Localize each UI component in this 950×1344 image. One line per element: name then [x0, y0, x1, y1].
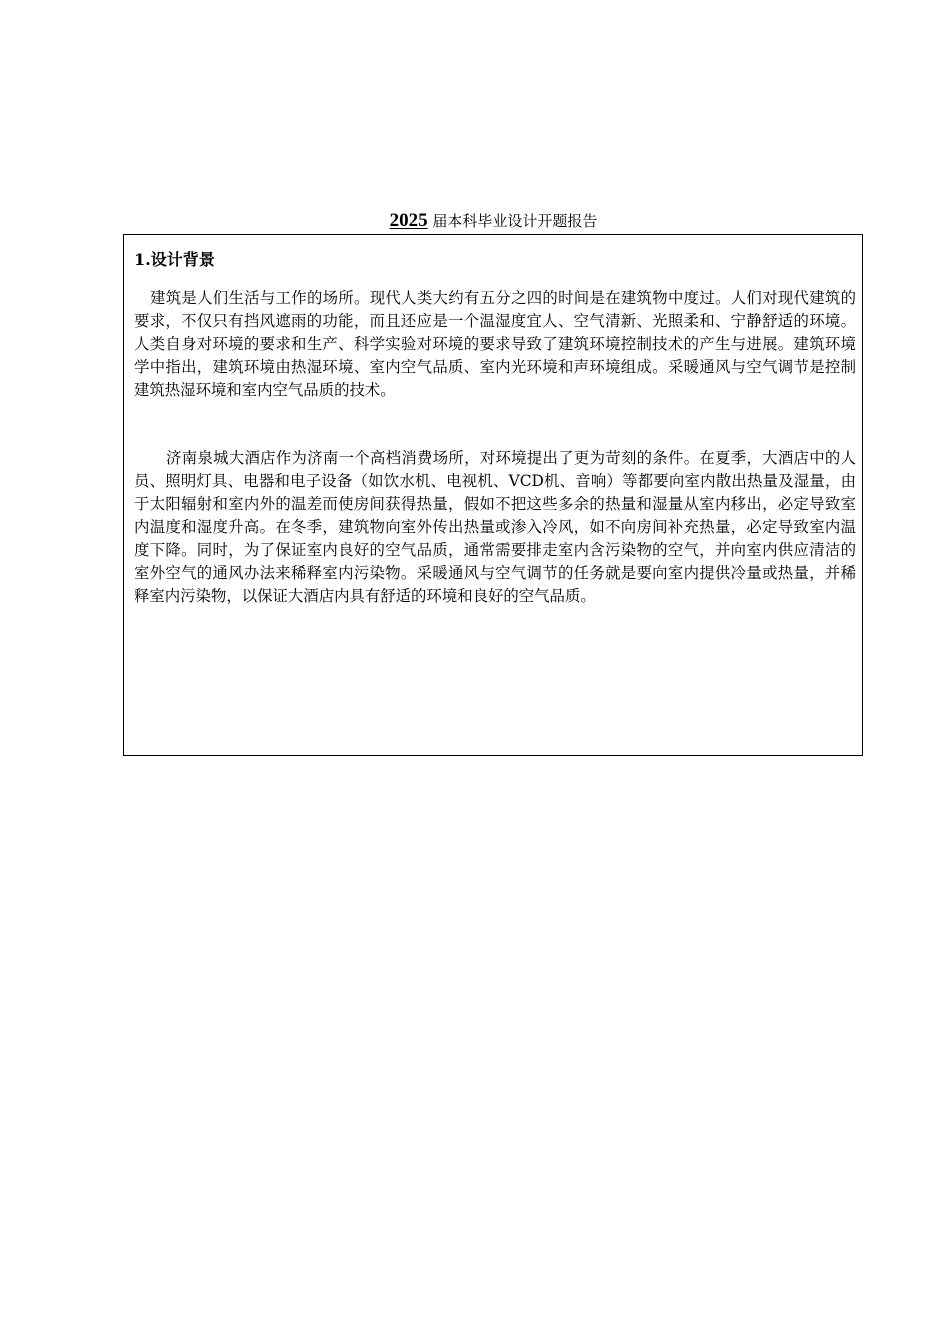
paragraph-2: 济南泉城大酒店作为济南一个高档消费场所，对环境提出了更为苛刻的条件。在夏季，大酒店中的人员、照明灯具、电器和电子设备（如饮水机、电视机、VCD机、音响）等都要向室内散出热量及湿量，由于太阳辐射和室内外的温差而使房间获得热量，假如不把这些多余的热量和湿量从室内移出，必定导致室内温度和湿度升高。在冬季，建筑物向室外传出热量或渗入冷风，如不向房间补充热量，必定导致室内温度下降。同时，为了保证室内良好的空气品质，通常需要排走室内含污染物的空气，并向室内供应清洁的室外空气的通风办法来稀释室内污染物。采暖通风与空气调节的任务就是要向室内提供冷量或热量，并稀释室内污染物，以保证大酒店内具有舒适的环境和良好的空气品质。 — [134, 449, 856, 605]
report-title — [0, 210, 950, 232]
content-frame — [123, 234, 863, 756]
paragraph-1: 建筑是人们生活与工作的场所。现代人类大约有五分之四的时间是在建筑物中度过。人们对现代建筑的要求，不仅只有挡风遮雨的功能，而且还应是一个温湿度宜人、空气清新、光照柔和、宁静舒适的环境。人类自身对环境的要求和生产、科学实验对环境的要求导致了建筑环境控制技术的产生与进展。建筑环境学中指出，建筑环境由热湿环境、室内空气品质、室内光环境和声环境组成。采暖通风与空气调节是控制建筑热湿环境和室内空气品质的技术。 — [134, 289, 856, 399]
report-year: 2025 — [389, 210, 428, 231]
section-heading: 1.设计背景 — [134, 250, 215, 269]
report-title-suffix: 届本科毕业设计开题报告 — [432, 212, 598, 230]
